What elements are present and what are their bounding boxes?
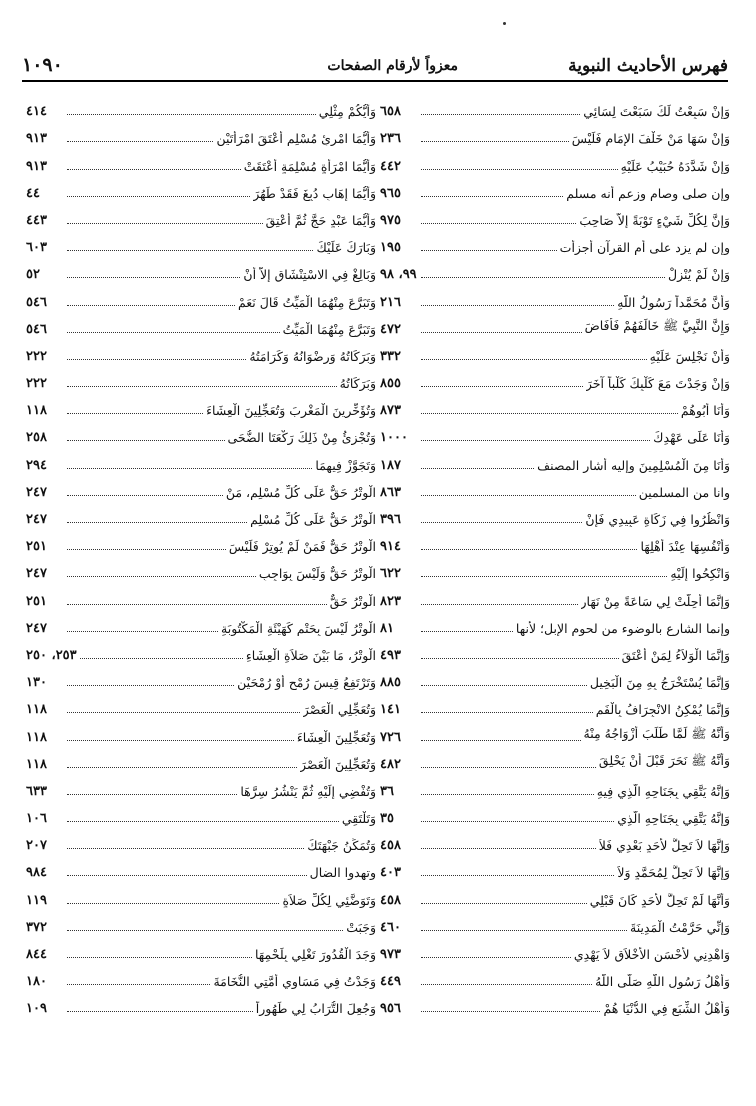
dot-leader [67, 169, 241, 170]
index-entry [26, 445, 376, 472]
hadith-text: وَأَيُّمَا عَبْدٍ حَجَّ ثُمَّ أُعْتِقَ [265, 212, 376, 228]
hadith-text: وَأَيُّمَا امْرَأَةٍ مُسْلِمَةٍ أَعْتَقَتْ [243, 158, 376, 174]
hadith-text: الْوِتْرُ حَقٌّ فَمَنْ لَمْ يُوتِرْ فَلَيْسَ [228, 539, 376, 555]
index-entry [26, 500, 376, 527]
dot-leader [421, 984, 592, 985]
page-reference: ١٠٩ [26, 1001, 47, 1017]
index-entry [26, 826, 376, 853]
index-entry [380, 745, 730, 772]
dot-leader [421, 277, 665, 278]
page-reference: ٢٥١ [26, 593, 47, 609]
page-reference: ٤٤٢ [380, 158, 401, 174]
index-entry [380, 853, 730, 880]
hadith-text: وَإِنَّهُ يَتَّقِي بِجَنَاحِهِ الَّذِي فِيهِ [596, 783, 730, 799]
page-reference: ٩٥٦ [380, 1001, 401, 1017]
dot-leader [67, 740, 294, 741]
ink-dot [503, 22, 506, 25]
page-reference: ١٨٠ [26, 974, 47, 990]
page-reference: ٣٩٦ [380, 512, 401, 527]
page-reference: ١١٨ [26, 756, 47, 772]
page-reference: ٩٧٣ [380, 947, 401, 962]
dot-leader [67, 1011, 253, 1012]
dot-leader [421, 468, 534, 469]
dot-leader [67, 386, 337, 387]
page-reference: ٩٨٤ [26, 865, 47, 881]
page-reference: ٤٥٨ [380, 892, 401, 908]
index-entry [380, 391, 730, 418]
page-reference: ١١٩ [26, 892, 47, 908]
page-reference: ٥٤٦ [26, 294, 47, 310]
page-reference: ٩٩، ٩٨ [380, 267, 417, 283]
page-reference: ٦٠٣ [26, 240, 47, 256]
dot-leader [67, 359, 246, 360]
hadith-text: وَأَنْفُسِهَا عِنْدَ أَهْلِهَا [640, 539, 730, 555]
index-entry [26, 989, 376, 1016]
dot-leader [421, 957, 571, 958]
hadith-text: وَإِنْ سَبِعْتُ لَكَ سَبَعْتَ لِسَائِي [583, 104, 730, 120]
index-entry [380, 663, 730, 690]
hadith-text: وَإِنَّهَا لاَ تَحِلُّ لأَحَدٍ بَعْدِي فَلاَ [598, 838, 730, 854]
hadith-text: وَتُفْضِي إِلَيْهِ ثُمَّ يَنْشُرُ سِرَّهَا [240, 783, 376, 799]
page-reference: ٨٧٣ [380, 403, 401, 419]
hadith-text: وَأَيُّكُمْ مِثْلِي [318, 104, 376, 120]
hadith-text: وَبَرَكَاتُهُ [339, 376, 376, 392]
hadith-text: وَأَهْلُ رَسُولِ اللَّهِ صَلَّى اللَّهُ [595, 974, 730, 990]
index-entry [380, 174, 730, 201]
hadith-text: وَتَوَضَّئِي لِكُلِّ صَلاَةٍ [282, 892, 376, 908]
hadith-text: وَبَالِغْ فِي الاسْتِنْشَاقِ إِلاَّ أَنْ [243, 267, 376, 283]
dot-leader [421, 930, 627, 931]
dot-leader [67, 848, 304, 849]
index-entry [380, 228, 730, 255]
page-reference: ٤٤٩ [380, 974, 401, 990]
hadith-text: وَأَنَّهُ ﷺ لَمَّا طَلَبَ أَزْوَاجُهُ مِنْهُ [583, 725, 730, 741]
page-reference: ٥٢ [26, 267, 40, 283]
hadith-text: وَإِنَّهُ يَتَّقِي بِجَنَاحِهِ الَّذِي [617, 811, 730, 827]
hadith-text: وَتُؤَخِّرِينَ الْمَغْرِبَ وَتُعَجِّلِينَ الْعِشَاءَ [206, 403, 376, 419]
page-reference: ٩٧٥ [380, 212, 401, 228]
hadith-text: الْوِتْرُ لَيْسَ بِحَتْمٍ كَهَيْئَةِ الْمَكْتُوبَةِ [221, 620, 376, 636]
dot-leader [67, 305, 235, 306]
dot-leader [421, 821, 614, 822]
page-reference: ٣٧٢ [26, 919, 47, 935]
page-reference: ٢٤٧ [26, 512, 47, 527]
hadith-text: وَأَنَّ مُحَمَّداً رَسُولُ اللَّهِ [617, 294, 730, 310]
index-entry [380, 581, 730, 608]
index-entry [380, 989, 730, 1016]
dot-leader [67, 930, 343, 931]
dot-leader [421, 658, 619, 659]
index-entry [380, 282, 730, 309]
index-entry [380, 826, 730, 853]
hadith-text: الْوِتْرُ حَقٌّ عَلَى كُلِّ مُسْلِمٍ [250, 512, 376, 527]
hadith-text: وَإِنِّي حَرَّمْتُ الْمَدِينَةَ [630, 919, 730, 935]
page-header [22, 46, 728, 82]
dot-leader [67, 223, 263, 224]
hadith-text: الْوِتْرُ، مَا بَيْنَ صَلاَةِ الْعِشَاءِ [245, 647, 376, 663]
index-entry [380, 92, 730, 119]
hadith-text: وَتَلْتَقِي [341, 811, 376, 827]
page-reference: ٢٥٣، ٢٥٠ [26, 647, 77, 663]
page-reference: ١٠٠٠ [380, 430, 408, 446]
hadith-text: وَأَنَا عَلَى عَهْدِكَ [653, 430, 730, 446]
index-entry [26, 364, 376, 391]
page-reference: ٧٢٦ [380, 729, 401, 745]
hadith-text: وَجَبَتْ [346, 919, 376, 935]
dot-leader [67, 141, 213, 142]
page-reference: ١١٨ [26, 403, 47, 419]
hadith-text: وَأَيُّمَا امْرِئٍ مُسْلِمٍ أَعْتَقَ امْرَأَتَيْنِ [216, 131, 376, 147]
page-reference: ٦٥٨ [380, 104, 401, 120]
hadith-text: وَإِنَّمَا يُسْتَخْرَجُ بِهِ مِنَ الْبَخِيلِ [589, 675, 730, 691]
dot-leader [421, 440, 650, 441]
hadith-text: وَإِنَّمَا يُمْكِنُ الانْجِرَافُ بِالْفَمِ [595, 702, 730, 718]
index-entry [380, 880, 730, 907]
page-reference: ١٩٥ [380, 240, 401, 256]
hadith-text: وَإِنَّمَا أُحِلَّتْ لِي سَاعَةً مِنْ نَهَارٍ [580, 593, 730, 609]
dot-leader [67, 875, 307, 876]
dot-leader [67, 903, 279, 904]
hadith-text: وَبَرَكَاتُهُ وَرِضْوَانُهُ وَكَرَامَتُهُ [249, 348, 376, 364]
index-entry [26, 880, 376, 907]
page-reference: ١٤١ [380, 702, 401, 718]
hadith-text: وإن لم يزد على أم القرآن أجزأت [559, 240, 730, 256]
page-reference: ٤٤ [26, 185, 40, 201]
hadith-text: وَإِنَّ لِكُلِّ شَيْءٍ تَوْبَةً إِلاَّ صَاحِبَ [579, 212, 730, 228]
index-entry [380, 690, 730, 717]
page-reference: ٣٣٢ [380, 348, 401, 364]
dot-leader [421, 250, 557, 251]
hadith-text: وَأَنَّهَا لَمْ تَحِلَّ لأَحَدٍ كَانَ قَبْلِي [589, 892, 730, 908]
dot-leader [421, 305, 614, 306]
page-reference: ٤٨٢ [380, 756, 401, 772]
page-reference: ٦٣٣ [26, 783, 47, 799]
hadith-text: وَتُعَجِّلِي الْعَصْرَ [302, 702, 376, 718]
index-entry [380, 337, 730, 364]
hadith-text: وَإِنَّمَا الْوَلاَءُ لِمَنْ أَعْتَقَ [621, 647, 730, 663]
dot-leader [421, 576, 667, 577]
page-reference: ٢٥٨ [26, 430, 47, 446]
dot-leader [67, 440, 225, 441]
index-entry [380, 527, 730, 554]
hadith-text: وَجُعِلَ التُّرَابُ لِي طَهُوراً [255, 1001, 376, 1017]
dot-leader [421, 604, 578, 605]
index-entry [26, 799, 376, 826]
page-reference: ٣٦ [380, 783, 394, 799]
page-reference: ٦٢٢ [380, 566, 401, 582]
page-reference: ٩١٣ [26, 131, 47, 147]
hadith-text: وإنما الشارع بالوضوء من لحوم الإبل؛ لأنها [515, 620, 730, 636]
page-reference: ١٣٠ [26, 675, 47, 691]
hadith-text: وَأَهْلُ الشِّبَعِ فِي الدُّنْيَا هُمْ [603, 1001, 730, 1017]
page-reference: ٨٨٥ [380, 675, 401, 691]
dot-leader [67, 984, 210, 985]
page-reference: ٩٦٥ [380, 185, 401, 201]
dot-leader [421, 631, 513, 632]
hadith-text: وَإِنْ شَدَّدَهُ حُبَيْبُ عَلَيْهِ [620, 158, 730, 174]
dot-leader [67, 957, 252, 958]
dot-leader [421, 903, 587, 904]
dot-leader [67, 495, 223, 496]
page-reference: ٤٧٢ [380, 321, 401, 337]
dot-leader [421, 332, 582, 333]
dot-leader [67, 685, 234, 686]
dot-leader [421, 413, 678, 414]
dot-leader [67, 767, 297, 768]
hadith-text: وَأَنَا مِنَ الْمُسْلِمِينَ وإليه أشار المصنف [537, 457, 730, 473]
index-title: فهرس الأحاديث النبوية [568, 56, 728, 76]
index-subtitle: معزواً لأرقام الصفحات [327, 58, 458, 74]
page-reference: ٨٦٣ [380, 484, 401, 500]
index-entry [26, 119, 376, 146]
hadith-text: وَإِنْ سَهَا مَنْ خَلْفَ الإِمَامِ فَلَيْسَ [571, 131, 730, 147]
index-entry [26, 690, 376, 717]
page-reference: ٩١٣ [26, 158, 47, 174]
index-entry [26, 908, 376, 935]
page-reference: ٢٤٧ [26, 484, 47, 500]
hadith-text: الْوِتْرُ حَقٌّ وَلَيْسَ بِوَاجِبٍ [258, 566, 376, 582]
index-entry [380, 255, 730, 282]
index-entry [380, 717, 730, 744]
dot-leader [421, 359, 647, 360]
index-entry [380, 935, 730, 962]
dot-leader [421, 875, 614, 876]
index-entry [26, 337, 376, 364]
hadith-text: وإن صلى وصام وزعم أنه مسلم [566, 185, 730, 201]
hadith-text: وَإِنَّهَا لاَ تَحِلُّ لِمُحَمَّدٍ وَلاَ [617, 865, 730, 881]
page-reference: ١١٨ [26, 702, 47, 718]
dot-leader [421, 767, 596, 768]
index-entry [26, 174, 376, 201]
index-entry [26, 201, 376, 228]
index-entry [380, 364, 730, 391]
dot-leader [421, 196, 563, 197]
index-entry [380, 310, 730, 337]
index-entry [26, 92, 376, 119]
hadith-text: وانا من المسلمين [638, 484, 730, 500]
index-entry [26, 228, 376, 255]
dot-leader [67, 114, 316, 115]
index-entry [26, 935, 376, 962]
page-reference: ٢٢٢ [26, 348, 47, 364]
page-reference: ٨٢٣ [380, 593, 401, 609]
index-entry [26, 745, 376, 772]
index-entry [26, 609, 376, 636]
index-entry [380, 445, 730, 472]
index-entry [380, 799, 730, 826]
hadith-text: وَاهْدِنِي لأَحْسَنِ الأَخْلاَقِ لاَ يَهْدِي [573, 947, 730, 962]
index-entry [26, 581, 376, 608]
left-column [26, 92, 376, 1016]
page-reference: ٢٤٧ [26, 620, 47, 636]
index-entry [26, 310, 376, 337]
index-entry [26, 772, 376, 799]
index-entry [380, 772, 730, 799]
hadith-text: وَتَجَوَّزْ فِيهِمَا [315, 457, 376, 473]
page-reference: ٥٤٦ [26, 321, 47, 337]
index-entry [380, 500, 730, 527]
index-entry [380, 418, 730, 445]
page-reference: ١١٨ [26, 729, 47, 745]
hadith-text: وَتُجْزِئُ مِنْ ذَلِكَ رَكْعَتَا الضُّحَى [227, 430, 376, 446]
dot-leader [67, 549, 226, 550]
hadith-text: وَتُعَجِّلِينَ الْعَصْرَ [299, 756, 376, 772]
index-entry [26, 717, 376, 744]
index-entry [380, 908, 730, 935]
page-reference: ٢٩٤ [26, 457, 47, 473]
dot-leader [67, 576, 256, 577]
dot-leader [67, 277, 240, 278]
dot-leader [421, 522, 582, 523]
dot-leader [421, 549, 637, 550]
page-reference: ٤٩٣ [380, 647, 401, 663]
page-reference: ٤٦٠ [380, 919, 401, 935]
dot-leader [67, 468, 312, 469]
index-entry [380, 119, 730, 146]
hadith-text: وَتَرْتَفِعُ قِيسَ رُمْحٍ أَوْ رُمْحَيْنِ [237, 675, 376, 691]
page-reference: ٢٥١ [26, 539, 47, 555]
index-entry [26, 962, 376, 989]
dot-leader [421, 495, 636, 496]
page-reference: ٤٤٣ [26, 212, 47, 228]
hadith-text: وتهدوا الضال [309, 865, 376, 881]
hadith-text: وَانْظُرُوا فِي زَكَاةِ عَبِيدِي فَإِنْ [585, 512, 730, 527]
dot-leader [421, 141, 569, 142]
index-entry [26, 473, 376, 500]
index-entry [380, 146, 730, 173]
page-reference: ٨٥٥ [380, 376, 401, 392]
page-reference: ٤١٤ [26, 104, 47, 120]
dot-leader [67, 604, 327, 605]
page-reference: ٢٤٧ [26, 566, 47, 582]
index-entry [26, 255, 376, 282]
page-reference: ١٨٧ [380, 457, 401, 473]
page-reference: ٢٣٦ [380, 131, 401, 147]
page-reference: ٨١ [380, 620, 394, 636]
hadith-text: وَجَدْتُ فِي مَسَاوِي أُمَّتِي النُّخَامَةَ [213, 974, 376, 990]
index-entry [26, 282, 376, 309]
index-entry [380, 609, 730, 636]
hadith-text: وَتَبَرَّعَ مِنْهُمَا الْمَيِّتُ قَالَ نَعَمْ [237, 294, 376, 310]
hadith-text: وَتَبَرَّعَ مِنْهُمَا الْمَيِّتُ [282, 321, 376, 337]
dot-leader [421, 740, 581, 741]
dot-leader [421, 386, 583, 387]
page-number: ١٠٩٠ [22, 54, 63, 76]
hadith-text: وَأَيُّمَا إِهَابٍ دُبِغَ فَقَدْ طَهُرَ [253, 185, 376, 201]
dot-leader [80, 658, 243, 659]
hadith-text: وَأَنَا أَبُوهُمْ [680, 403, 730, 419]
dot-leader [67, 821, 339, 822]
index-entry [26, 527, 376, 554]
index-entry [26, 391, 376, 418]
dot-leader [421, 223, 576, 224]
dot-leader [421, 712, 593, 713]
page-reference: ٢٢٢ [26, 376, 47, 392]
dot-leader [421, 169, 618, 170]
dot-leader [67, 196, 250, 197]
right-column [380, 92, 730, 1016]
index-entry [26, 663, 376, 690]
index-entry [380, 554, 730, 581]
dot-leader [67, 631, 218, 632]
dot-leader [67, 794, 237, 795]
dot-leader [421, 685, 587, 686]
index-entry [380, 201, 730, 228]
dot-leader [421, 114, 580, 115]
hadith-text: وَإِنْ لَمْ يُنْزِلْ [668, 267, 730, 283]
index-entry [26, 146, 376, 173]
hadith-text: الْوِتْرُ حَقٌّ عَلَى كُلِّ مُسْلِمٍ، مَنْ [225, 484, 376, 500]
index-entry [26, 853, 376, 880]
dot-leader [67, 332, 280, 333]
dot-leader [67, 522, 247, 523]
page-reference: ٤٥٨ [380, 838, 401, 854]
dot-leader [67, 712, 300, 713]
hadith-text: وَأَنَّهُ ﷺ نَحَرَ قَبْلَ أَنْ يَحْلِقَ [598, 752, 730, 768]
hadith-text: وَأَنْ نَجْلِسَ عَلَيْهِ [649, 348, 730, 364]
page-reference: ٣٥ [380, 811, 394, 827]
hadith-text: وَتُمَكِّنُ جَبْهَتَكَ [307, 838, 376, 854]
index-entry [380, 636, 730, 663]
page-reference: ١٠٦ [26, 811, 47, 827]
dot-leader [421, 848, 596, 849]
hadith-text: الْوِتْرُ حَقٌّ [329, 593, 376, 609]
index-entry [380, 962, 730, 989]
dot-leader [421, 794, 594, 795]
hadith-text: وَتُعَجِّلِينَ الْعِشَاءَ [296, 729, 376, 745]
index-entry [380, 473, 730, 500]
dot-leader [67, 413, 203, 414]
hadith-text: وَانْكِحُوا إِلَيْهِ [670, 566, 730, 582]
dot-leader [421, 1011, 600, 1012]
page-reference: ٢١٦ [380, 294, 401, 310]
dot-leader [67, 250, 313, 251]
hadith-text: وَإِنْ وَجَدْتَ مَعَ كَلْبِكَ كَلْباً آخَرَ [585, 376, 730, 392]
page-reference: ٤٠٣ [380, 865, 401, 881]
hadith-text: وَجَدَ الْقُدُورَ تَغْلِي بِلَحْمِهَا [254, 947, 376, 962]
index-entry [26, 554, 376, 581]
index-entry [26, 418, 376, 445]
page-reference: ٩١٤ [380, 539, 401, 555]
hadith-text: وَإِنَّ النَّبِيَّ ﷺ خَالَفَهُمْ فَأَفَاضَ [584, 317, 730, 333]
page-reference: ٨٤٤ [26, 947, 47, 962]
hadith-text: وَبَارَكَ عَلَيْكَ [316, 240, 376, 256]
page-reference: ٢٠٧ [26, 838, 47, 854]
index-entry [26, 636, 376, 663]
